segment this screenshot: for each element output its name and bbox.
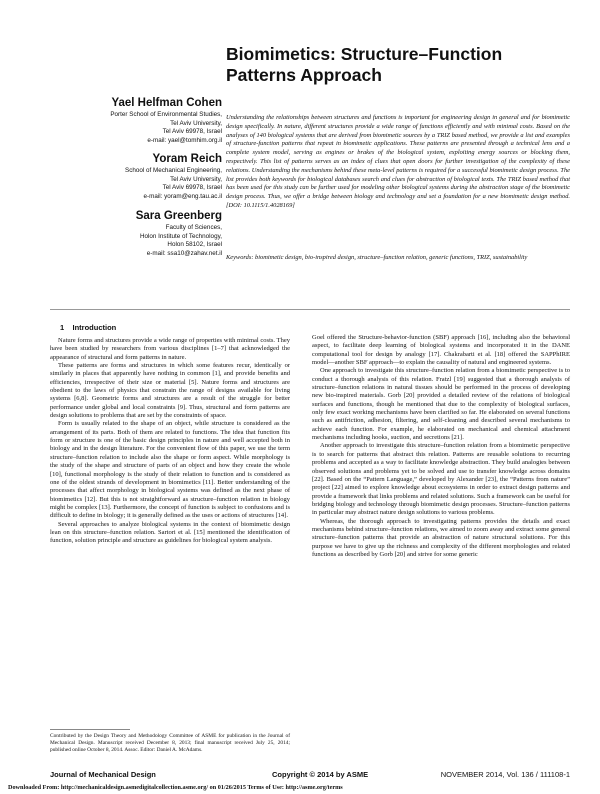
affiliation-line: Holon 58102, Israel: [167, 241, 222, 249]
footnote: Contributed by the Design Theory and Methodology Committee of ASME for publication in the Journal of Mechanical Design. Manuscript received December 8, 2013; final manuscript received July 25, 2014; published online October 8, 2014. Assoc. Editor: Daniel A. McAdams.: [50, 733, 290, 753]
affiliation-line: Tel Aviv University,: [170, 119, 222, 127]
paragraph: Goel offered the Structure-behavior-function (SBF) approach [16], including also the behavioral aspect, to facilitate deep learning of biological systems and incorporated it in the DANE computational tool for design by analogy [17]. Chakrabarti et al. [18] offered the SAPPhIRE model—another SBF approach—to explain the causality of natural and engineered systems.: [312, 334, 570, 367]
affiliation-line: Tel Aviv University,: [170, 175, 222, 183]
section-heading: [60, 323, 116, 332]
paragraph: Form is usually related to the shape of an object, while structure is considered as the arrangement of its parts. Both of them are related to functions. The idea that function fits form or structure is one of the basic design principles in nature and well accepted both in biology and in the design literature. For the convenient flow of this paper, we use the term structure–function relation to include also the shape or form aspect. While morphology is the study of the shape and structure of parts of an object and how they create the whole [10], functional morphology is the study of their relation to function and is considered as one of the oldest strands of development in biomimetics [11]. Better understanding of the processes that affect morphology in biological systems was defined as the next phase of biomimetics [12]. But this is not straightforward as structure–function relation in biology might be complex [13]. Furthermore, the concept of function is subject to confusions and is difficult to define in biology; it is generally defined as the uses or actions of structures [14].: [50, 420, 290, 520]
author-email[interactable]: e-mail: yoram@eng.tau.ac.il: [143, 192, 222, 200]
footer-issue: NOVEMBER 2014, Vol. 136 / 111108-1: [440, 770, 570, 779]
author-name: Yael Helfman Cohen: [111, 97, 222, 109]
paragraph: Several approaches to analyze biological systems in the context of biomimetic design lean on this structure–function relation. Sartori et al. [15] mentioned the identification of function, solution principle and structure as guidelines for biological system analysis.: [50, 520, 290, 545]
abstract: Understanding the relationships between structures and functions is important for engineering design in general and for biomimetic design specifically. In nature, different structures provide a wide range of functions efficiently and with minimal costs. Based on the analyses of 140 biological systems that are derived from biomimetic sources by a TRIZ based method, we provide a list and examples of structure-function patterns that repeat in biomimetic applications. These patterns are presented through a technical lens and a complete system model, serving as engines or brakes of the biological system, exploiting energy sources or blocking them, respectively. This list of patterns serves as an index of clues that open doors for further investigation of the complexity of these relations. Understanding the mechanisms behind these meta-level patterns is required for a successful biomimetic design process. The list provides both keywords for biological databases search and clues for abstraction of biological texts. The TRIZ based method that has been used for this study can be further used for modeling other biological systems during the abstraction stage of the biomimetic design process. Thus, we offer a bridge between biology and technology and set a foundation for a new biomimetic design method. [DOI: 10.1115/1.4028169]: [226, 114, 570, 209]
body-column-left: [50, 337, 290, 546]
download-notice: Downloaded From: http://mechanicaldesign.asmedigitalcollection.asme.org/ on 01/26/2015 Terms of Use: http://asme.org/terms: [8, 784, 343, 791]
section-number: 1: [60, 323, 65, 332]
divider: [50, 309, 570, 310]
footnote-rule: [50, 729, 130, 730]
author-email[interactable]: e-mail: yael@tomhim.org.il: [147, 136, 222, 144]
affiliation-line: Tel Aviv 69978, Israel: [162, 128, 222, 136]
author-email[interactable]: e-mail: ssa10@zahav.net.il: [146, 249, 222, 257]
keywords: Keywords: biomimetic design, bio-inspired design, structure–function relation, generic functions, TRIZ, sustainability: [226, 254, 528, 261]
paragraph: Nature forms and structures provide a wide range of properties with minimal costs. They have been studied by researchers from various disciplines [1–7] that acknowledged the appearance of structural and form patterns in nature.: [50, 337, 290, 361]
author-name: Sara Greenberg: [135, 210, 222, 222]
paragraph: Whereas, the thorough approach to investigating patterns provides the details and exact mechanisms behind structure–function relations, we aimed to zoom away and extract some general structure–function patterns that provide an abstraction of nature structural solutions. For this purpose we have to give up the richness and complexity of the different morphologies and related functions as described by Gorb [20] and strive for some generic: [312, 517, 570, 558]
paragraph: Another approach to investigate this structure–function relation from a biomimetic perspective is to search for patterns that abstract this relation. Patterns are reusable solutions to recurring problems and accepted as a way to facilitate knowledge abstraction. They build analogies between observed solutions and problems yet to be solved and use to transfer knowledge across domains [22]. Based on the “Pattern Language,” developed by Alexander [23], the “Patterns from nature” project [22] aimed to explore knowledge about ecosystems in order to extract design patterns and provide a framework that links problems and related solutions. Such a framework can be useful for bridging biology and technology through biomimetic design processes. Structure–function patterns in particular may abstract nature design solutions to various problems.: [312, 442, 570, 517]
footer-copyright: Copyright © 2014 by ASME: [272, 770, 369, 779]
footer-journal: Journal of Mechanical Design: [50, 770, 156, 779]
author-name: Yoram Reich: [152, 153, 222, 165]
affiliation-line: School of Mechanical Engineering,: [125, 167, 222, 174]
affiliation-line: Faculty of Sciences,: [165, 224, 222, 231]
affiliation-line: Holon Institute of Technology,: [139, 232, 222, 240]
paragraph: These patterns are forms and structures in which some features recur, identically or similarly in places that apparently have nothing in common [1], and provide benefits and efficiencies, irrespective of their size or material [5]. Nature forms and structures are obedient to the laws of physics that constrain the range of designs available for living systems [6,8]. Geometric forms and structures are a result of the struggle for better performance under global and local constraints [9]. Thus, structural and form patterns are design solutions to problems that are set by the constraints of space.: [50, 362, 290, 420]
section-title: Introduction: [72, 323, 117, 332]
affiliation-line: Porter School of Environmental Studies,: [110, 111, 222, 118]
author-3: [136, 210, 222, 258]
author-1: [110, 97, 222, 145]
body-column-right: [312, 334, 570, 559]
author-2: [125, 153, 222, 201]
paragraph: One approach to investigate this structure–function relation from a biomimetic perspective is to conduct a thorough analysis of this relation. Fratzl [19] suggested that a thorough analysis of structure–function relations in natural tissues should be performed in the process of developing new bio-inspired materials. Gorb [20] provided a detailed review of the relations of biological surfaces and functions, though he mentioned that due to the complexity of biological surfaces, only few exact working mechanisms have been clarified so far. He elaborated on several functions such as antifriction, adhesion, filtering, and self-cleaning and described several mechanisms to achieve each function. For example, he elaborated on mechanical and chemical attachment mechanisms including hooks, suction, and secretions [21].: [312, 367, 570, 442]
affiliation-line: Tel Aviv 69978, Israel: [162, 184, 222, 192]
paper-title: Biomimetics: Structure–Function Patterns Approach: [226, 44, 503, 85]
